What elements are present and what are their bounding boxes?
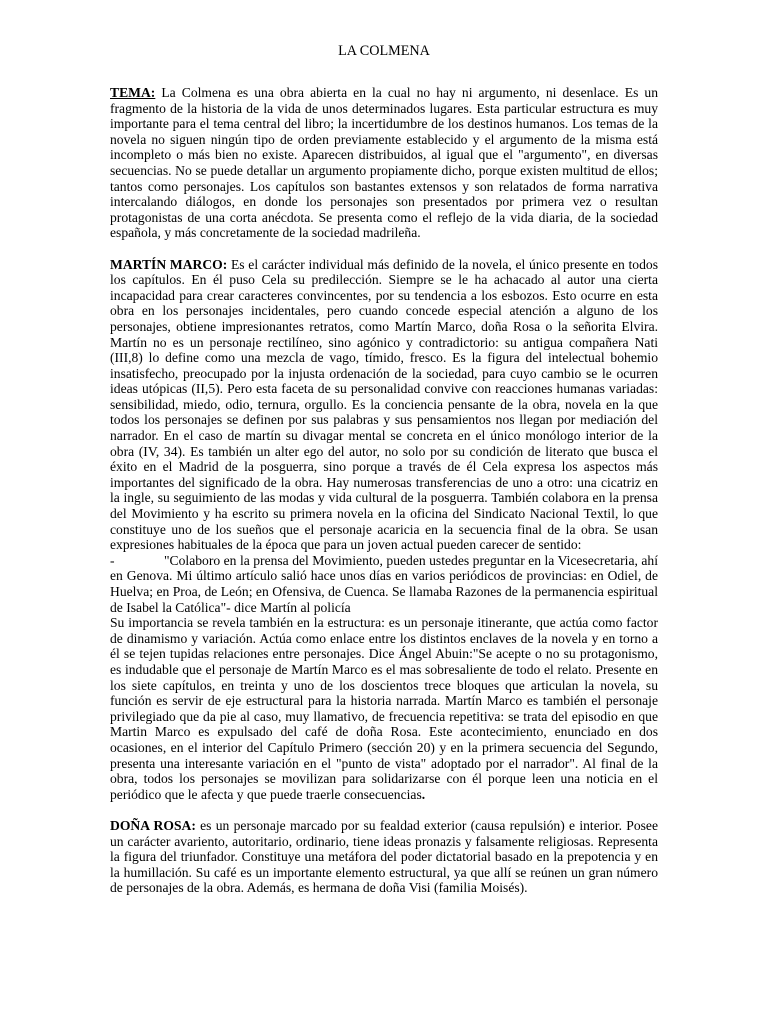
quote-text: "Colaboro en la prensa del Movimiento, pueden ustedes preguntar en la Vicesecretaria, ahí en Genova. Mi último artículo salió hace unos días en varios periódicos de provincias: en Odiel, de Huelva; en Proa, de León; en Ofensiva, de Cuenca. Se llamaba Razones de la permanencia espiritual de Isabel la Católica"- dice Martín al policía [110, 552, 658, 615]
heading-martin-marco: MARTÍN MARCO: [110, 256, 228, 272]
paragraph-dona-rosa [110, 818, 658, 896]
heading-tema: TEMA: [110, 85, 156, 100]
paragraph-end-mark: . [421, 786, 426, 802]
paragraph-martin-marco [110, 257, 658, 553]
paragraph-martin-marco-structure-text: Su importancia se revela también en la estructura: es un personaje itinerante, que actúa como factor de dinamismo y variación. Actúa como enlace entre los distintos enclaves de la novela y en torno a él se tejen tupidas relaciones entre personajes. Dice Ángel Abuin:"Se acepte o no su protagonismo, es indudable que el personaje de Martín Marco es el mas sobresaliente de todo el relato. Presente en los siete capítulos, en treinta y uno de los doscientos trece bloques que articulan la novela, su función es servir de eje estructural para la historia narrada. Martín Marco es también el personaje privilegiado que da pie al caso, muy llamativo, de frecuencia repetitiva: se trata del episodio en que Martin Marco es expulsado del café de doña Rosa. Este acontecimiento, enunciado en dos ocasiones, en el interior del Capítulo Primero (sección 20) y en la primera secuencia del Segundo, presenta una interesante variación en el "punto de vista" adoptado por el narrador". Al final de la obra, todos los personajes se movilizan para solidarizarse con él porque leen una noticia en el periódico que le afecta y que puede traerle consecuencias [110, 615, 658, 802]
quote-paragraph [110, 553, 658, 615]
paragraph-dona-rosa-text: es un personaje marcado por su fealdad exterior (causa repulsión) e interior. Posee un carácter avariento, autoritario, ordinario, tiene ideas pronazis y falsamente religiosas. Representa la figura del triunfador. Constituye una metáfora del poder dictatorial basado en la prepotencia y en la humillación. Su café es un importante elemento estructural, ya que allí se reúnen un gran número de personajes de la obra. Además, es hermana de doña Visi (familia Moisés). [110, 817, 658, 896]
document-title: LA COLMENA [338, 43, 430, 59]
heading-dona-rosa: DOÑA ROSA: [110, 817, 196, 833]
paragraph-tema-text: La Colmena es una obra abierta en la cual no hay ni argumento, ni desenlace. Es un fragmento de la historia de la vida de unos determinados lugares. Esta particular estructura es muy importante para el tema central del libro; la incertidumbre de los destinos humanos. Los temas de la novela no siguen ningún tipo de orden previamente establecido y el argumento de la misma está incompleto o más bien no existe. Aparecen distribuidos, al igual que el "argumento", en diversas secuencias. No se puede detallar un argumento propiamente dicho, porque existen multitud de ellos; tantos como personajes. Los capítulos son bastantes extensos y son relatados de forma narrativa intercalando diálogos, en donde los personajes son presentados por primera vez o resultan protagonistas de una corta anécdota. Se presenta como el reflejo de la vida diaria, de la sociedad española, y más concretamente de la sociedad madrileña. [110, 85, 658, 241]
paragraph-tema [110, 85, 658, 241]
quote-dash: - [110, 552, 115, 568]
paragraph-martin-marco-structure [110, 615, 658, 802]
paragraph-martin-marco-text: Es el carácter individual más definido de la novela, el único presente en todos los capítulos. En él puso Cela su predilección. Siempre se le ha achacado al autor una cierta incapacidad para crear caracteres convincentes, por su tendencia a los esbozos. Esto ocurre en esta obra en los personajes incidentales, pero cuando concede especial atención a alguno de los personajes, obtiene impresionantes retratos, como Martín Marco, doña Rosa o la señorita Elvira. Martín no es un personaje rectilíneo, sino agónico y contradictorio: su antigua compañera Nati (III,8) lo define como una mezcla de vago, tímido, fresco. Es la figura del intelectual bohemio insatisfecho, preocupado por la injusta ordenación de la sociedad, para cuyo cambio se le ocurren ideas utópicas (II,5). Pero esta faceta de su personalidad convive con reacciones humanas variadas: sensibilidad, miedo, odio, ternura, orgullo. Es la conciencia pensante de la obra, novela en la que todos los personajes se definen por sus palabras y sus pensamientos nos llegan por mediación del narrador. En el caso de martín su divagar mental se concreta en el único monólogo interior de la obra (IV, 34). Es también un alter ego del autor, no solo por su condición de literato que busca el éxito en el Madrid de la posguerra, sino porque a través de él Cela expresa los aspectos más importantes del significado de la obra. Hay numerosas transferencias de uno a otro: una cicatriz en la ingle, su seguimiento de las modas y vida cultural de la posguerra. También colabora en la prensa del Movimiento y ha escrito su primera novela en la oficina del Sindicato Nacional Textil, lo que constituye uno de los sueños que el personaje acaricia en la secuencia final de la obra. Se usan expresiones habituales de la época que para un joven actual pueden carecer de sentido: [110, 256, 658, 553]
document-body [110, 85, 658, 911]
